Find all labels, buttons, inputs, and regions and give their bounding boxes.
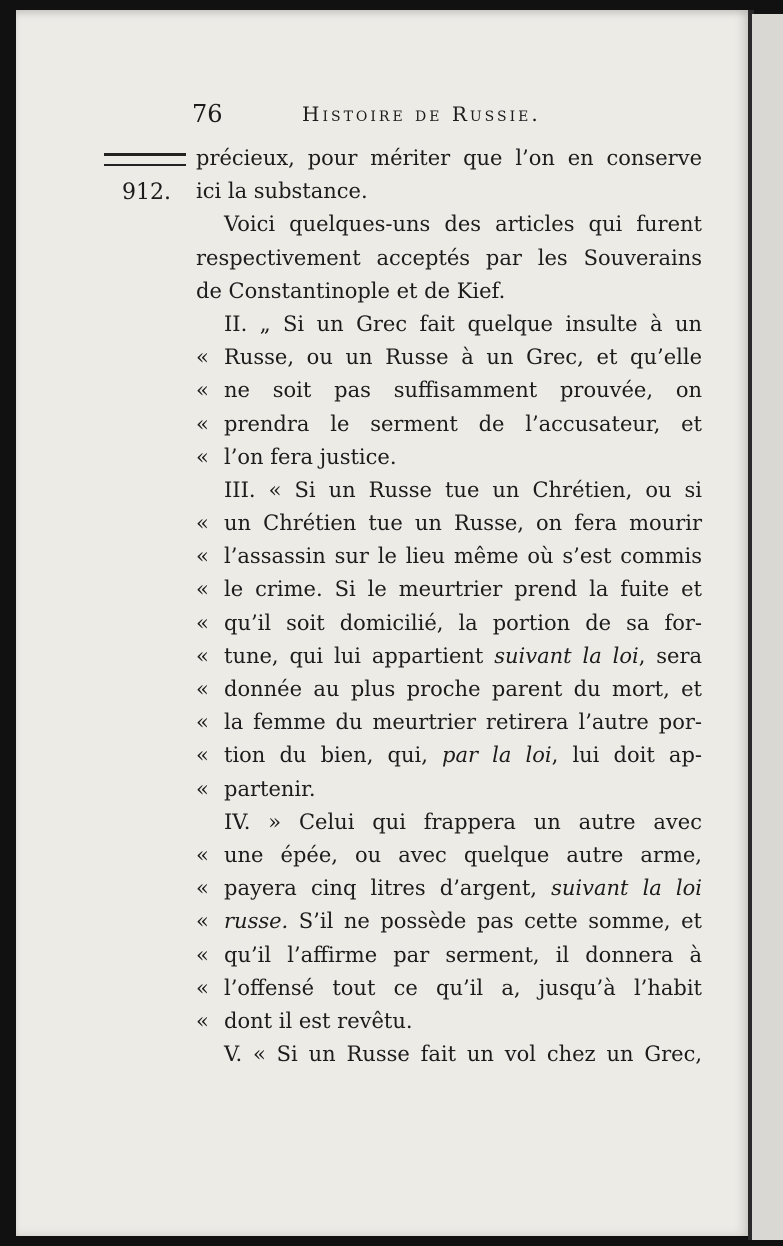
text-line — [196, 142, 702, 175]
text-line — [196, 1038, 702, 1071]
quote-mark: « — [196, 544, 209, 569]
line-text: respectivement acceptés par les Souverains — [196, 245, 702, 270]
quote-mark: « — [196, 378, 209, 403]
running-head: Histoire de Russie. — [302, 102, 541, 126]
text-line — [196, 806, 702, 839]
quote-mark: « — [196, 909, 209, 934]
quote-mark: « — [196, 610, 209, 635]
quote-mark: « — [196, 776, 209, 801]
text-line — [196, 242, 702, 275]
text-line — [196, 607, 702, 640]
italic-text: suivant la loi — [494, 643, 639, 668]
quote-mark: « — [196, 942, 209, 967]
line-text: V. « Si un Russe fait un vol chez un Grec, — [224, 1042, 702, 1067]
body-text — [196, 142, 702, 1071]
quote-mark: « — [196, 677, 209, 701]
line-text: une épée, ou avec quelque autre arme, — [224, 842, 702, 867]
line-text: l’on fera justice. — [224, 444, 397, 469]
text-line — [196, 308, 702, 341]
line-text: , lui doit ap- — [551, 743, 702, 768]
quote-mark: « — [196, 842, 209, 867]
page-number: 76 — [192, 100, 223, 128]
line-text: Russe, ou un Russe à un Grec, et qu’elle — [224, 345, 702, 370]
line-text: donnée au plus proche parent du mort, et — [224, 677, 702, 701]
line-text: l’assassin sur le lieu même où s’est commis — [224, 544, 702, 569]
line-text: qu’il l’affirme par serment, il donnera à — [224, 942, 702, 967]
page-header — [190, 100, 710, 134]
section-rule — [104, 153, 186, 166]
italic-text: suivant la loi — [551, 876, 703, 901]
line-text: tion du bien, qui, — [224, 743, 443, 768]
line-text: prendra le serment de l’accusateur, et — [224, 411, 702, 436]
text-line — [196, 939, 702, 972]
line-text: un Chrétien tue un Russe, on fera mourir — [224, 511, 702, 536]
line-text: l’offensé tout ce qu’il a, jusqu’à l’habit — [224, 975, 702, 1000]
line-text: Voici quelques-uns des articles qui furent — [224, 212, 702, 237]
line-text: de Constantinople et de Kief. — [196, 278, 506, 303]
line-text: II. „ Si un Grec fait quelque insulte à un — [224, 311, 702, 336]
text-line — [196, 706, 702, 739]
quote-mark: « — [196, 511, 209, 536]
quote-mark: « — [196, 345, 209, 370]
text-line — [196, 507, 702, 540]
line-text: tune, qui lui appartient — [224, 643, 495, 668]
text-line — [196, 905, 702, 938]
text-line — [196, 673, 702, 706]
line-text: partenir. — [224, 776, 316, 801]
text-line — [196, 341, 702, 374]
margin-year: 912. — [122, 180, 171, 205]
line-text: précieux, pour mériter que l’on en conserve — [196, 146, 702, 170]
text-line — [196, 408, 702, 441]
facing-page-edge — [752, 14, 783, 1240]
line-text: la femme du meurtrier retirera l’autre por- — [224, 710, 702, 735]
quote-mark: « — [196, 876, 209, 901]
text-line — [196, 872, 702, 905]
text-line — [196, 208, 702, 241]
line-text: , sera — [638, 643, 702, 668]
text-line — [196, 275, 702, 308]
text-line — [196, 474, 702, 507]
line-text: ne soit pas suffisamment prouvée, on — [224, 378, 702, 403]
quote-mark: « — [196, 643, 209, 668]
quote-mark: « — [196, 577, 209, 602]
quote-mark: « — [196, 710, 209, 735]
quote-mark: « — [196, 743, 209, 768]
text-line — [196, 640, 702, 673]
text-line — [196, 1005, 702, 1038]
text-line — [196, 573, 702, 606]
italic-text: par la loi — [442, 743, 552, 768]
text-line — [196, 972, 702, 1005]
text-line — [196, 839, 702, 872]
line-text: III. « Si un Russe tue un Chrétien, ou si — [224, 477, 702, 502]
text-line — [196, 540, 702, 573]
line-text: IV. » Celui qui frappera un autre avec — [224, 809, 702, 834]
quote-mark: « — [196, 1008, 209, 1033]
line-text: le crime. Si le meurtrier prend la fuite et — [224, 577, 702, 602]
text-line — [196, 175, 702, 208]
quote-mark: « — [196, 411, 209, 436]
line-text: qu’il soit domicilié, la portion de sa for- — [224, 610, 702, 635]
line-text: dont il est revêtu. — [224, 1008, 413, 1033]
quote-mark: « — [196, 975, 209, 1000]
quote-mark: « — [196, 444, 209, 469]
text-line — [196, 739, 702, 772]
text-line — [196, 374, 702, 407]
text-line — [196, 441, 702, 474]
line-text: ici la substance. — [196, 179, 368, 204]
line-text: payera cinq litres d’argent, — [224, 876, 552, 901]
line-text: S’il ne possède pas cette somme, et — [288, 909, 702, 934]
italic-text: russe. — [224, 909, 289, 934]
text-line — [196, 773, 702, 806]
